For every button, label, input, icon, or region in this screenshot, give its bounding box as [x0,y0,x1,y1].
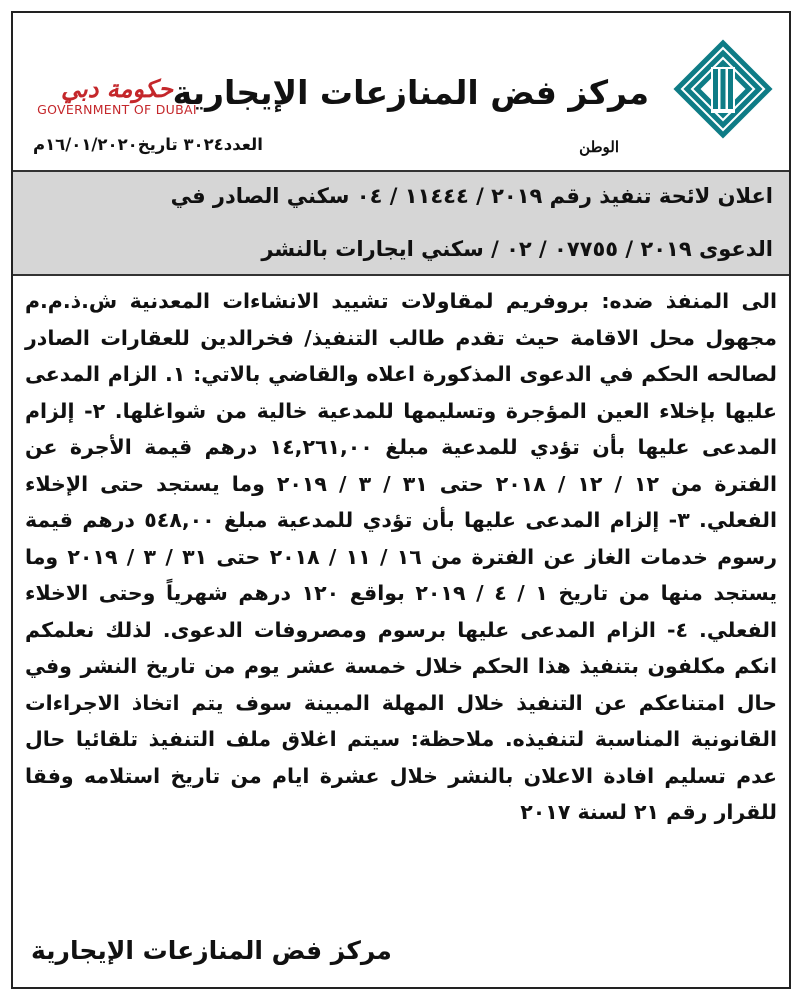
government-logo-arabic: حكومة دبي [61,74,173,103]
footer-signature: مركز فض المنازعات الإيجارية [31,936,392,965]
notice-heading-line-2: الدعوى ٢٠١٩ / ٠٧٧٥٥ / ٠٢ / سكني ايجارات بالنشر [261,237,773,261]
government-logo [37,75,197,117]
government-logo-english: GOVERNMENT OF DUBAI [37,102,197,117]
issue-date: العدد٣٠٢٤ تاريخ١٦/٠١/٢٠٢٠م [33,135,263,154]
rdc-logo-icon [673,39,773,139]
notice-header [13,13,789,170]
notice-heading-band [13,170,789,276]
notice-heading-line-1: اعلان لائحة تنفيذ رقم ٢٠١٩ / ١١٤٤٤ / ٠٤ سكني الصادر في [170,184,773,208]
notice-frame [11,11,791,989]
page-title: مركز فض المنازعات الإيجارية [172,73,649,112]
newspaper-name: الوطن [579,138,619,156]
notice-body: الى المنفذ ضده: بروفريم لمقاولات تشييد الانشاءات المعدنية ش.ذ.م.م مجهول محل الاقامة حيث تقدم طالب التنفيذ/ فخرالدين للعقارات الصادر لصالحه الحكم في الدعوى المذكورة اعلاه والقاضي بالاتي: ١. الزام المدعى عليها بإخلاء العين المؤجرة وتسليمها للمدعية خالية من شواغلها. ٢- إلزام المدعى عليها بأن تؤدي للمدعية مبلغ ١٤,٢٦١,٠٠ درهم قيمة الأجرة عن الفترة من ١٢ / ١٢ / ٢٠١٨ حتى ٣١ / ٣ / ٢٠١٩ وما يستجد حتى الإخلاء الفعلي. ٣- إلزام المدعى عليها بأن تؤدي للمدعية مبلغ ٥٤٨,٠٠ درهم قيمة رسوم خدمات الغاز عن الفترة من ١٦ / ١١ / ٢٠١٨ حتى ٣١ / ٣ / ٢٠١٩ وما يستجد منها من تاريخ ١ / ٤ / ٢٠١٩ بواقع ١٢٠ درهم شهرياً وحتى الاخلاء الفعلي. ٤- الزام المدعى عليها برسوم ومصروفات الدعوى. لذلك نعلمكم انكم مكلفون بتنفيذ هذا الحكم خلال خمسة عشر يوم من تاريخ النشر وفي حال امتناعكم عن التنفيذ خلال المهلة المبينة سوف يتم اتخاذ الاجراءات القانونية المناسبة لتنفيذه. ملاحظة: سيتم اغلاق ملف التنفيذ تلقائيا حال عدم تسليم افادة الاعلان بالنشر خلال عشرة ايام من تاريخ استلامه وفقا للقرار رقم ٢١ لسنة ٢٠١٧ [25,289,778,824]
